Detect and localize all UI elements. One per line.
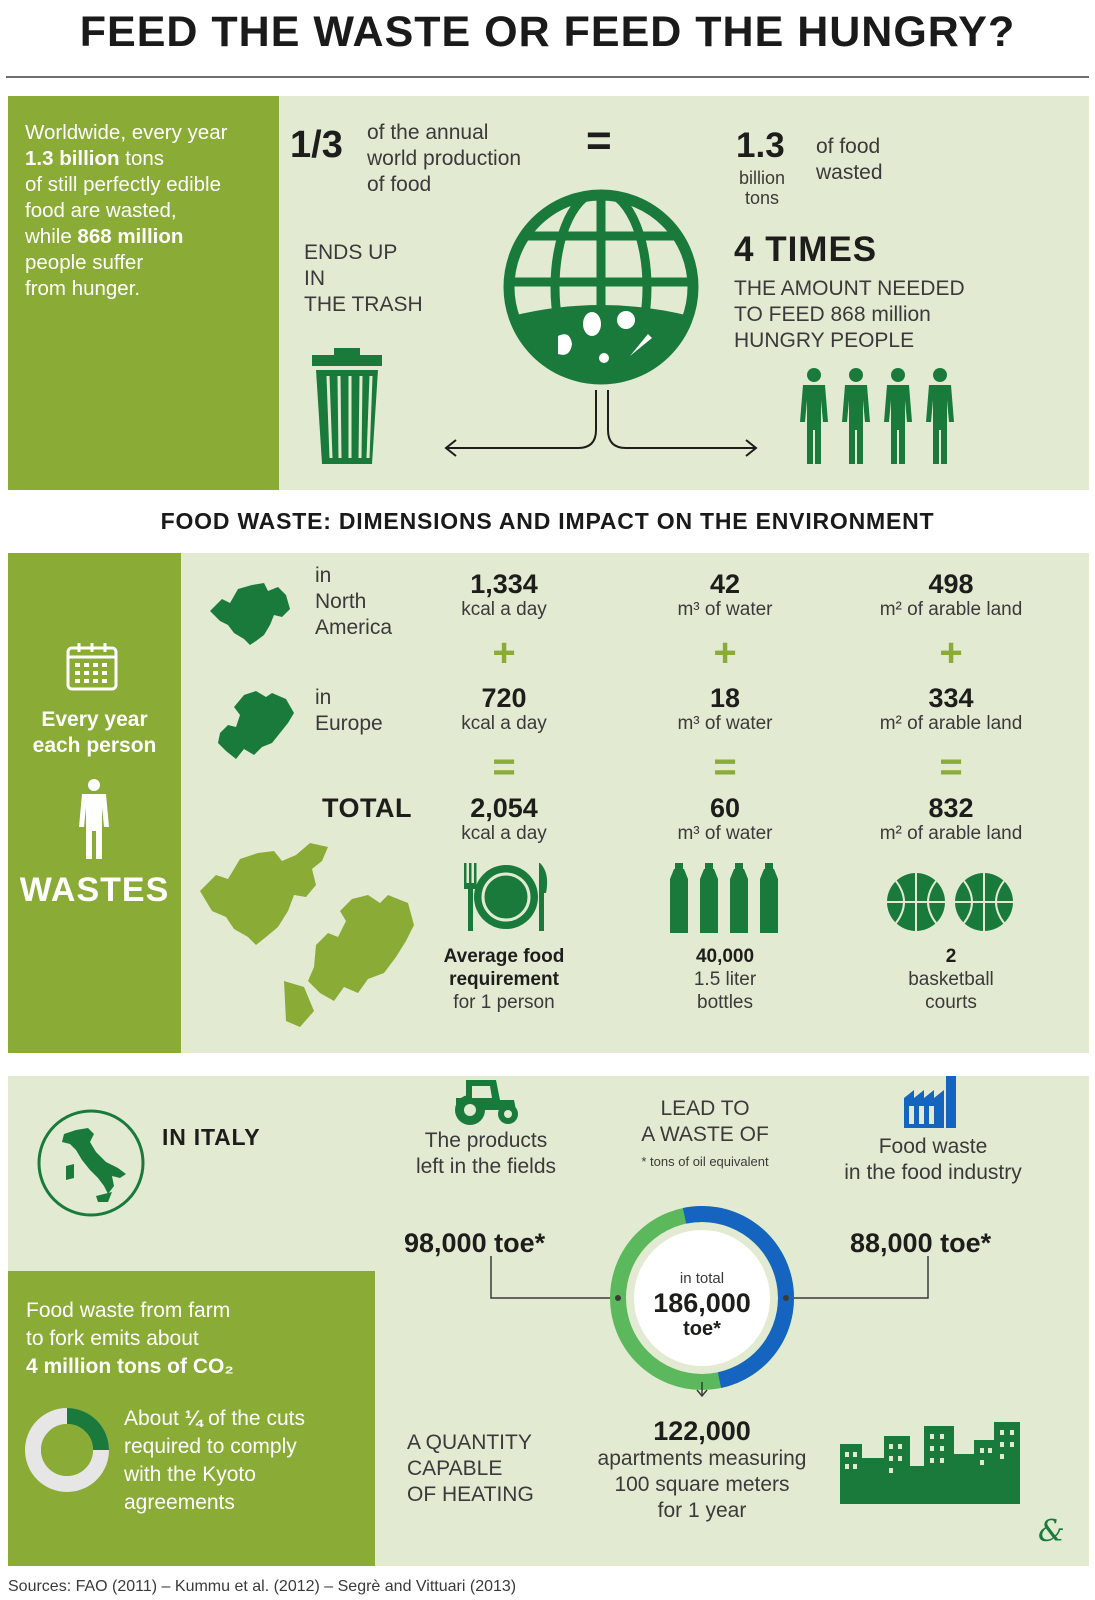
- region-europe: in Europe: [315, 686, 383, 735]
- italy-map-icon: [36, 1108, 146, 1218]
- fraction-value: 1/3: [290, 124, 343, 166]
- wastes-label: WASTES: [19, 871, 170, 909]
- calendar-icon: [66, 643, 118, 691]
- dimensions-heading: FOOD WASTE: DIMENSIONS AND IMPACT ON THE ENVIRONMENT: [160, 508, 935, 534]
- factory-icon: [904, 1076, 960, 1128]
- na-kcal-unit: kcal a day: [461, 599, 547, 620]
- eu-kcal-unit: kcal a day: [461, 713, 547, 734]
- total-label: TOTAL: [322, 793, 412, 823]
- page-title: FEED THE WASTE OR FEED THE HUNGRY?: [79, 8, 1016, 56]
- kyoto-text: About ¼ of the cuts required to comply with the Kyoto agreements: [124, 1407, 305, 1514]
- equals-sign: =: [939, 745, 963, 789]
- dimensions-panel: [8, 553, 1089, 1053]
- co2-text: Food waste from farm to fork emits about 4 million tons of CO₂: [26, 1299, 234, 1378]
- heating-text: A QUANTITY CAPABLE OF HEATING: [407, 1431, 534, 1506]
- city-buildings-icon: [840, 1418, 1022, 1504]
- water-bottles-icon: [668, 863, 782, 935]
- times-text: THE AMOUNT NEEDED TO FEED 868 million HUNGRY PEOPLE: [734, 277, 965, 352]
- eu-land-unit: m² of arable land: [879, 713, 1023, 734]
- food-caption: Average food requirement for 1 person: [443, 946, 565, 1013]
- region-north-america: in North America: [315, 564, 393, 639]
- eu-kcal-value: 720: [481, 683, 527, 713]
- toe-footnote: * tons of oil equivalent: [641, 1154, 769, 1169]
- total-kcal-value: 2,054: [470, 793, 538, 823]
- europe-map-icon: [214, 689, 296, 761]
- intro-text: Worldwide, every year 1.3 billion tons of still perfectly edible food are wasted, while 868 million people suffer from hunger.: [25, 121, 228, 300]
- globe-icon: [500, 186, 702, 388]
- person-icon: [76, 779, 112, 859]
- per-person-label: Every year each person: [32, 708, 157, 757]
- waste-amount-unit: billion tons: [738, 168, 786, 208]
- apartments-value: 122,000: [653, 1416, 751, 1446]
- italy-label: IN ITALY: [162, 1124, 261, 1150]
- fields-text: The products left in the fields: [415, 1129, 557, 1178]
- apartments-text: apartments measuring 100 square meters for 1 year: [597, 1447, 807, 1522]
- sources-footer: Sources: FAO (2011) – Kummu et al. (2012) – Segrè and Vittuari (2013): [8, 1578, 517, 1595]
- total-land-unit: m² of arable land: [879, 823, 1023, 844]
- na-land-unit: m² of arable land: [879, 599, 1023, 620]
- italy-panel: [8, 1076, 1089, 1566]
- equals-sign: =: [586, 116, 612, 165]
- publisher-logo: &: [1038, 1514, 1065, 1549]
- eu-water-value: 18: [709, 683, 741, 713]
- total-small-label: in total: [679, 1270, 725, 1287]
- industry-toe-value: 88,000 toe*: [850, 1228, 992, 1258]
- waste-amount: 1.3: [736, 126, 785, 165]
- fields-toe-value: 98,000 toe*: [404, 1228, 546, 1258]
- total-land-value: 832: [928, 793, 974, 823]
- plus-sign: +: [713, 631, 737, 675]
- eu-land-value: 334: [928, 683, 974, 713]
- north-america-map-icon: [208, 581, 296, 647]
- total-toe-value: 186,000: [653, 1288, 751, 1318]
- total-water-value: 60: [709, 793, 741, 823]
- land-caption: 2 basketball courts: [908, 946, 994, 1013]
- plate-cutlery-icon: [460, 863, 552, 933]
- title-divider: [6, 76, 1089, 78]
- na-land-value: 498: [928, 569, 974, 599]
- total-kcal-unit: kcal a day: [461, 823, 547, 844]
- lead-to-text: LEAD TO A WASTE OF: [641, 1097, 769, 1146]
- fraction-text: of the annual world production of food: [367, 121, 522, 196]
- trash-can-icon: [310, 348, 384, 466]
- na-water-unit: m³ of water: [677, 599, 773, 620]
- split-arrow: [442, 390, 762, 470]
- total-water-unit: m³ of water: [677, 823, 773, 844]
- world-waste-panel: [8, 96, 1089, 490]
- combined-map-icon: [196, 841, 416, 1031]
- equals-sign: =: [492, 745, 516, 789]
- eu-water-unit: m³ of water: [677, 713, 773, 734]
- basketballs-icon: [886, 871, 1016, 933]
- industry-text: Food waste in the food industry: [844, 1135, 1022, 1184]
- plus-sign: +: [492, 631, 516, 675]
- na-kcal-value: 1,334: [470, 569, 538, 599]
- hungry-people-icon: [798, 368, 958, 466]
- total-toe-unit: toe*: [683, 1318, 721, 1340]
- intro-box: [8, 96, 279, 490]
- times-value: 4 TIMES: [734, 230, 878, 269]
- kyoto-share-donut: [24, 1407, 110, 1493]
- trash-text: ENDS UP IN THE TRASH: [304, 241, 423, 316]
- plus-sign: +: [939, 631, 963, 675]
- waste-amount-desc: of food wasted: [816, 135, 883, 184]
- co2-box: [8, 1271, 375, 1566]
- water-caption: 40,000 1.5 liter bottles: [693, 946, 757, 1013]
- per-person-box: [8, 553, 181, 1053]
- na-water-value: 42: [709, 569, 741, 599]
- tractor-icon: [452, 1076, 520, 1126]
- equals-sign: =: [713, 745, 737, 789]
